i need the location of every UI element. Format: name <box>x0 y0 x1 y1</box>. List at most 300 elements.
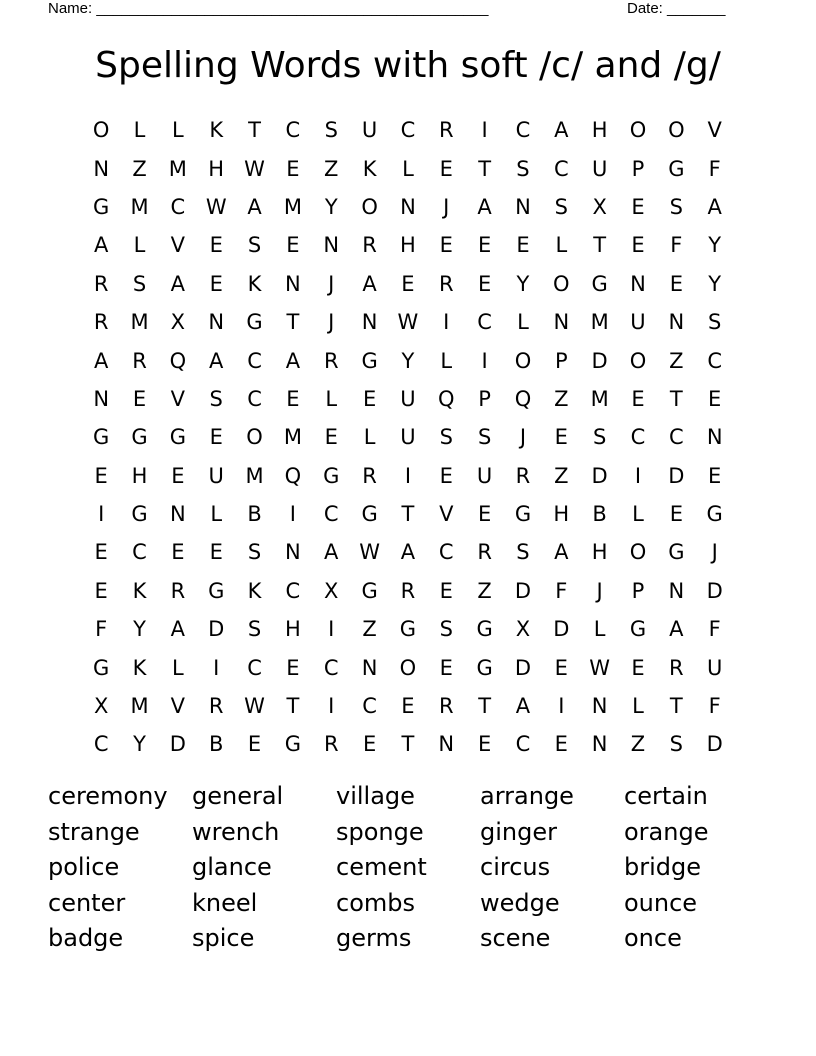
grid-cell[interactable]: I <box>98 502 105 527</box>
grid-cell[interactable]: I <box>213 655 220 680</box>
grid-cell[interactable]: A <box>477 194 492 219</box>
grid-cell[interactable]: E <box>209 425 223 450</box>
grid-cell[interactable]: R <box>438 694 454 719</box>
grid-cell[interactable]: D <box>591 463 608 488</box>
grid-cell[interactable]: X <box>515 617 531 642</box>
grid-cell[interactable]: G <box>668 156 685 181</box>
grid-cell[interactable]: S <box>324 118 338 143</box>
grid-cell[interactable]: E <box>132 386 147 411</box>
grid-cell[interactable]: N <box>285 271 301 296</box>
grid-cell[interactable]: N <box>591 732 608 757</box>
grid-cell[interactable]: S <box>554 194 568 219</box>
grid-cell[interactable]: R <box>669 655 684 680</box>
grid-cell[interactable]: C <box>477 310 492 335</box>
grid-cell[interactable]: Z <box>132 156 147 181</box>
grid-cell[interactable]: Y <box>401 348 415 373</box>
name-field[interactable]: Name: _______________________________________________ <box>48 0 489 17</box>
grid-cell[interactable]: E <box>324 425 338 450</box>
grid-cell[interactable]: M <box>168 156 187 181</box>
grid-cell[interactable]: E <box>439 655 453 680</box>
grid-cell[interactable]: C <box>93 732 109 757</box>
grid-cell[interactable]: Z <box>554 386 569 411</box>
grid-cell[interactable]: Q <box>438 386 455 411</box>
grid-cell[interactable]: Y <box>133 732 146 757</box>
grid-cell[interactable]: R <box>93 271 109 296</box>
grid-cell[interactable]: W <box>397 310 419 335</box>
grid-cell[interactable]: E <box>362 386 377 411</box>
grid-cell[interactable]: N <box>515 194 531 219</box>
grid-cell[interactable]: E <box>247 732 262 757</box>
grid-cell[interactable]: S <box>669 732 683 757</box>
grid-cell[interactable]: P <box>631 156 645 181</box>
grid-cell[interactable]: S <box>209 386 223 411</box>
grid-cell[interactable]: R <box>362 233 377 258</box>
grid-cell[interactable]: J <box>328 310 335 335</box>
grid-cell[interactable]: Z <box>630 732 646 757</box>
grid-cell[interactable]: L <box>517 310 529 335</box>
grid-cell[interactable]: L <box>632 502 644 527</box>
grid-cell[interactable]: E <box>631 194 645 219</box>
grid-cell[interactable]: G <box>93 655 110 680</box>
grid-cell[interactable]: A <box>247 194 262 219</box>
grid-cell[interactable]: N <box>361 655 378 680</box>
grid-cell[interactable]: Y <box>708 233 722 258</box>
grid-cell[interactable]: V <box>707 118 722 143</box>
grid-cell[interactable]: M <box>245 463 264 488</box>
grid-cell[interactable]: N <box>285 540 301 565</box>
grid-cell[interactable]: C <box>515 118 531 143</box>
word-bank-item: strange <box>48 817 140 846</box>
grid-cell[interactable]: A <box>324 540 339 565</box>
grid-cell[interactable]: L <box>593 617 606 642</box>
grid-cell[interactable]: J <box>443 194 450 219</box>
grid-cell[interactable]: G <box>514 502 532 527</box>
grid-cell[interactable]: R <box>362 463 377 488</box>
grid-cell[interactable]: M <box>130 694 149 719</box>
grid-cell[interactable]: H <box>208 156 225 181</box>
grid-cell[interactable]: E <box>439 578 453 603</box>
grid-row <box>82 610 734 648</box>
grid-cell[interactable]: O <box>629 118 647 143</box>
grid-cell[interactable]: L <box>210 502 223 527</box>
grid-cell[interactable]: S <box>439 617 453 642</box>
grid-cell[interactable]: N <box>93 156 110 181</box>
grid-row <box>82 533 734 571</box>
grid-cell[interactable]: N <box>668 578 685 603</box>
grid-cell[interactable]: I <box>404 463 412 488</box>
grid-cell[interactable]: A <box>669 617 684 642</box>
grid-cell[interactable]: U <box>400 425 416 450</box>
grid-cell[interactable]: C <box>438 540 454 565</box>
grid-cell[interactable]: G <box>591 271 608 296</box>
grid-cell[interactable]: R <box>132 348 147 373</box>
grid-cell[interactable]: E <box>286 655 300 680</box>
grid-cell[interactable]: T <box>248 118 261 143</box>
grid-cell[interactable]: X <box>93 694 109 719</box>
grid-cell[interactable]: E <box>171 540 185 565</box>
grid-cell[interactable]: D <box>706 578 723 603</box>
grid-cell[interactable]: M <box>283 194 302 219</box>
grid-cell[interactable]: F <box>708 156 721 181</box>
grid-cell[interactable]: X <box>592 194 607 219</box>
grid-cell[interactable]: M <box>130 310 149 335</box>
grid-cell[interactable]: K <box>132 578 147 603</box>
grid-cell[interactable]: G <box>361 502 378 527</box>
grid-cell[interactable]: E <box>708 463 722 488</box>
grid-cell[interactable]: R <box>477 540 492 565</box>
grid-cell[interactable]: G <box>668 540 685 565</box>
grid-cell[interactable]: A <box>554 118 569 143</box>
grid-cell[interactable]: I <box>443 310 450 335</box>
grid-cell[interactable]: A <box>362 271 377 296</box>
grid-cell[interactable]: H <box>591 540 608 565</box>
grid-cell[interactable]: F <box>555 578 568 603</box>
grid-row <box>82 188 734 226</box>
grid-cell[interactable]: C <box>247 386 262 411</box>
grid-cell[interactable]: J <box>519 425 527 450</box>
grid-cell[interactable]: N <box>170 502 186 527</box>
grid-cell[interactable]: E <box>94 578 108 603</box>
grid-cell[interactable]: E <box>286 233 300 258</box>
grid-cell[interactable]: S <box>247 540 262 565</box>
grid-cell[interactable]: F <box>708 617 721 642</box>
grid-cell[interactable]: R <box>438 271 454 296</box>
grid-cell[interactable]: G <box>284 732 302 757</box>
grid-cell[interactable]: E <box>171 463 185 488</box>
grid-cell[interactable]: C <box>323 502 339 527</box>
grid-cell[interactable]: V <box>439 502 454 527</box>
grid-cell[interactable]: G <box>131 425 148 450</box>
word-bank-item: orange <box>624 817 709 846</box>
grid-cell[interactable]: C <box>515 732 531 757</box>
grid-cell[interactable]: N <box>208 310 225 335</box>
grid-cell[interactable]: E <box>209 233 223 258</box>
grid-cell[interactable]: C <box>553 156 569 181</box>
grid-cell[interactable]: G <box>706 502 723 527</box>
grid-cell[interactable]: D <box>514 655 532 680</box>
grid-cell[interactable]: L <box>555 233 568 258</box>
grid-cell[interactable]: D <box>514 578 532 603</box>
grid-cell[interactable]: H <box>400 233 416 258</box>
grid-cell[interactable]: A <box>515 694 531 719</box>
grid-cell[interactable]: C <box>285 118 301 143</box>
grid-cell[interactable]: A <box>93 233 109 258</box>
grid-cell[interactable]: C <box>247 655 262 680</box>
grid-cell[interactable]: A <box>209 348 224 373</box>
grid-cell[interactable]: D <box>208 617 225 642</box>
grid-cell[interactable]: O <box>553 271 570 296</box>
grid-cell[interactable]: C <box>285 578 301 603</box>
grid-cell[interactable]: S <box>592 425 607 450</box>
grid-cell[interactable]: N <box>553 310 570 335</box>
grid-cell[interactable]: I <box>558 694 565 719</box>
grid-cell[interactable]: M <box>590 386 609 411</box>
grid-cell[interactable]: K <box>247 271 262 296</box>
grid-cell[interactable]: U <box>208 463 224 488</box>
grid-cell[interactable]: A <box>285 348 301 373</box>
grid-cell[interactable]: K <box>247 578 262 603</box>
grid-cell[interactable]: P <box>478 386 491 411</box>
grid-cell[interactable]: C <box>630 425 646 450</box>
grid-cell[interactable]: I <box>481 118 488 143</box>
grid-cell[interactable]: D <box>591 348 608 373</box>
grid-cell[interactable]: F <box>670 233 683 258</box>
grid-cell[interactable]: F <box>708 694 721 719</box>
grid-cell[interactable]: H <box>284 617 301 642</box>
grid-cell[interactable]: X <box>324 578 339 603</box>
grid-cell[interactable]: V <box>170 694 186 719</box>
word-bank-item: kneel <box>192 888 258 917</box>
grid-cell[interactable]: G <box>93 194 110 219</box>
grid-cell[interactable]: E <box>401 694 415 719</box>
grid-cell[interactable]: E <box>401 271 415 296</box>
grid-cell[interactable]: T <box>401 732 415 757</box>
grid-cell[interactable]: Z <box>324 156 339 181</box>
grid-cell[interactable]: R <box>170 578 186 603</box>
grid-cell[interactable]: G <box>361 348 378 373</box>
grid-cell[interactable]: G <box>361 578 378 603</box>
date-field[interactable]: Date: _______ <box>627 0 726 17</box>
grid-cell[interactable]: S <box>247 233 262 258</box>
grid-cell[interactable]: J <box>596 578 603 603</box>
grid-cell[interactable]: A <box>554 540 569 565</box>
grid-cell[interactable]: Z <box>477 578 492 603</box>
grid-cell[interactable]: J <box>328 271 335 296</box>
grid-cell[interactable]: I <box>289 502 296 527</box>
grid-cell[interactable]: S <box>669 194 683 219</box>
grid-cell[interactable]: Q <box>514 386 532 411</box>
grid-cell[interactable]: N <box>591 694 608 719</box>
grid-cell[interactable]: T <box>478 156 492 181</box>
grid-cell[interactable]: S <box>247 617 262 642</box>
grid-cell[interactable]: J <box>711 540 718 565</box>
grid-cell[interactable]: C <box>247 348 262 373</box>
grid-cell[interactable]: S <box>516 540 530 565</box>
grid-cell[interactable]: S <box>708 310 722 335</box>
grid-cell[interactable]: C <box>132 540 147 565</box>
grid-cell[interactable]: E <box>477 732 492 757</box>
grid-cell[interactable]: R <box>323 348 339 373</box>
grid-cell[interactable]: O <box>361 194 378 219</box>
grid-cell[interactable]: L <box>363 425 376 450</box>
grid-cell[interactable]: L <box>632 694 644 719</box>
grid-cell[interactable]: Z <box>554 463 569 488</box>
grid-cell[interactable]: G <box>323 463 340 488</box>
grid-cell[interactable]: T <box>669 694 683 719</box>
grid-cell[interactable]: E <box>94 463 108 488</box>
grid-cell[interactable]: K <box>132 655 147 680</box>
grid-cell[interactable]: C <box>668 425 684 450</box>
grid-cell[interactable]: R <box>438 118 454 143</box>
grid-cell[interactable]: S <box>477 425 492 450</box>
grid-cell[interactable]: U <box>361 118 378 143</box>
grid-cell[interactable]: L <box>440 348 453 373</box>
grid-cell[interactable]: G <box>476 617 493 642</box>
grid-cell[interactable]: D <box>169 732 186 757</box>
grid-cell[interactable]: U <box>591 156 608 181</box>
grid-cell[interactable]: E <box>362 732 377 757</box>
grid-cell[interactable]: R <box>400 578 416 603</box>
grid-cell[interactable]: E <box>439 463 453 488</box>
grid-cell[interactable]: L <box>172 118 184 143</box>
grid-cell[interactable]: F <box>95 617 108 642</box>
grid-cell[interactable]: C <box>362 694 377 719</box>
grid-cell[interactable]: W <box>205 194 227 219</box>
grid-cell[interactable]: M <box>130 194 149 219</box>
grid-cell[interactable]: G <box>246 310 263 335</box>
grid-cell[interactable]: E <box>286 156 300 181</box>
grid-cell[interactable]: W <box>244 156 265 181</box>
grid-cell[interactable]: G <box>399 617 417 642</box>
grid-cell[interactable]: E <box>477 271 492 296</box>
grid-cell[interactable]: B <box>208 732 224 757</box>
grid-cell[interactable]: R <box>93 310 109 335</box>
grid-cell[interactable]: U <box>630 310 646 335</box>
grid-cell[interactable]: N <box>400 194 416 219</box>
grid-cell[interactable]: E <box>209 271 223 296</box>
grid-cell[interactable]: C <box>400 118 416 143</box>
grid-cell[interactable]: V <box>170 233 186 258</box>
grid-cell[interactable]: P <box>554 348 568 373</box>
grid-cell[interactable]: D <box>706 732 723 757</box>
grid-cell[interactable]: E <box>209 540 223 565</box>
grid-cell[interactable]: E <box>439 233 453 258</box>
grid-cell[interactable]: O <box>246 425 263 450</box>
grid-cell[interactable]: L <box>402 156 414 181</box>
grid-cell[interactable]: A <box>400 540 416 565</box>
grid-cell[interactable]: Z <box>362 617 377 642</box>
grid-cell[interactable]: E <box>477 233 492 258</box>
grid-cell[interactable]: O <box>92 118 110 143</box>
grid-cell[interactable]: A <box>170 617 186 642</box>
grid-cell[interactable]: G <box>476 655 493 680</box>
grid-cell[interactable]: W <box>589 655 611 680</box>
grid-cell[interactable]: E <box>477 502 492 527</box>
grid-cell[interactable]: W <box>359 540 380 565</box>
grid-cell[interactable]: H <box>131 463 148 488</box>
grid-cell[interactable]: U <box>476 463 493 488</box>
grid-cell[interactable]: E <box>631 233 645 258</box>
grid-cell[interactable]: N <box>361 310 378 335</box>
grid-cell[interactable]: H <box>591 118 608 143</box>
grid-cell[interactable]: R <box>323 732 339 757</box>
grid-cell[interactable]: L <box>172 655 184 680</box>
grid-row <box>82 149 734 187</box>
grid-cell[interactable]: K <box>362 156 377 181</box>
grid-cell[interactable]: V <box>170 386 186 411</box>
grid-cell[interactable]: D <box>553 617 570 642</box>
grid-cell[interactable]: X <box>170 310 186 335</box>
grid-cell[interactable]: O <box>629 540 647 565</box>
grid-cell[interactable]: E <box>669 502 683 527</box>
grid-cell[interactable]: E <box>554 425 568 450</box>
grid-cell[interactable]: B <box>592 502 607 527</box>
grid-cell[interactable]: S <box>516 156 530 181</box>
grid-cell[interactable]: N <box>93 386 110 411</box>
grid-cell[interactable]: E <box>554 655 568 680</box>
grid-cell[interactable]: M <box>283 425 302 450</box>
word-bank-item: wrench <box>192 817 280 846</box>
grid-cell[interactable]: U <box>400 386 416 411</box>
grid-cell[interactable]: U <box>706 655 723 680</box>
grid-cell[interactable]: T <box>593 233 607 258</box>
grid-cell[interactable]: G <box>131 502 148 527</box>
grid-cell[interactable]: W <box>244 694 265 719</box>
grid-cell[interactable]: Y <box>708 271 722 296</box>
grid-cell[interactable]: Q <box>169 348 187 373</box>
grid-cell[interactable]: G <box>208 578 225 603</box>
grid-cell[interactable]: E <box>439 156 453 181</box>
grid-cell[interactable]: N <box>323 233 340 258</box>
grid-cell[interactable]: C <box>323 655 339 680</box>
grid-cell[interactable]: O <box>399 655 417 680</box>
grid-cell[interactable]: T <box>401 502 415 527</box>
grid-cell[interactable]: C <box>170 194 186 219</box>
grid-row <box>82 341 734 379</box>
grid-cell[interactable]: L <box>325 386 338 411</box>
grid-cell[interactable]: H <box>553 502 570 527</box>
grid-cell[interactable]: K <box>209 118 224 143</box>
grid-cell[interactable]: I <box>481 348 488 373</box>
grid-cell[interactable]: I <box>634 463 642 488</box>
grid-cell[interactable]: P <box>631 578 645 603</box>
grid-cell[interactable]: I <box>328 694 335 719</box>
grid-cell[interactable]: Z <box>669 348 684 373</box>
grid-cell[interactable]: L <box>133 118 146 143</box>
grid-cell[interactable]: L <box>133 233 146 258</box>
grid-cell[interactable]: S <box>439 425 453 450</box>
grid-cell[interactable]: D <box>668 463 685 488</box>
grid-cell[interactable]: T <box>286 310 300 335</box>
grid-cell[interactable]: N <box>668 310 685 335</box>
grid-cell[interactable]: T <box>478 694 492 719</box>
grid-cell[interactable]: E <box>669 271 683 296</box>
grid-cell[interactable]: M <box>590 310 609 335</box>
grid-cell[interactable]: A <box>707 194 722 219</box>
grid-cell[interactable]: E <box>554 732 568 757</box>
grid-cell[interactable]: R <box>515 463 531 488</box>
grid-cell[interactable]: E <box>631 655 645 680</box>
grid-cell[interactable]: I <box>328 617 335 642</box>
grid-cell[interactable]: N <box>706 425 723 450</box>
grid-cell[interactable]: R <box>208 694 224 719</box>
grid-cell[interactable]: E <box>708 386 722 411</box>
grid-cell[interactable]: O <box>668 118 685 143</box>
grid-cell[interactable]: O <box>629 348 647 373</box>
grid-cell[interactable]: A <box>93 348 109 373</box>
grid-cell[interactable]: S <box>132 271 147 296</box>
grid-cell[interactable]: B <box>247 502 262 527</box>
grid-cell[interactable]: O <box>514 348 532 373</box>
grid-cell[interactable]: Y <box>516 271 530 296</box>
grid-cell[interactable]: T <box>286 694 300 719</box>
grid-cell[interactable]: E <box>286 386 300 411</box>
grid-cell[interactable]: Q <box>284 463 302 488</box>
grid-cell[interactable]: G <box>93 425 110 450</box>
grid-cell[interactable]: G <box>629 617 647 642</box>
grid-cell[interactable]: G <box>169 425 186 450</box>
grid-cell[interactable]: T <box>669 386 683 411</box>
grid-cell[interactable]: Y <box>133 617 146 642</box>
grid-cell[interactable]: E <box>516 233 530 258</box>
grid-cell[interactable]: E <box>94 540 108 565</box>
grid-cell[interactable]: N <box>630 271 646 296</box>
grid-cell[interactable]: Y <box>324 194 338 219</box>
grid-cell[interactable]: E <box>631 386 645 411</box>
grid-cell[interactable]: C <box>707 348 722 373</box>
grid-cell[interactable]: N <box>438 732 455 757</box>
grid-cell[interactable]: A <box>170 271 186 296</box>
